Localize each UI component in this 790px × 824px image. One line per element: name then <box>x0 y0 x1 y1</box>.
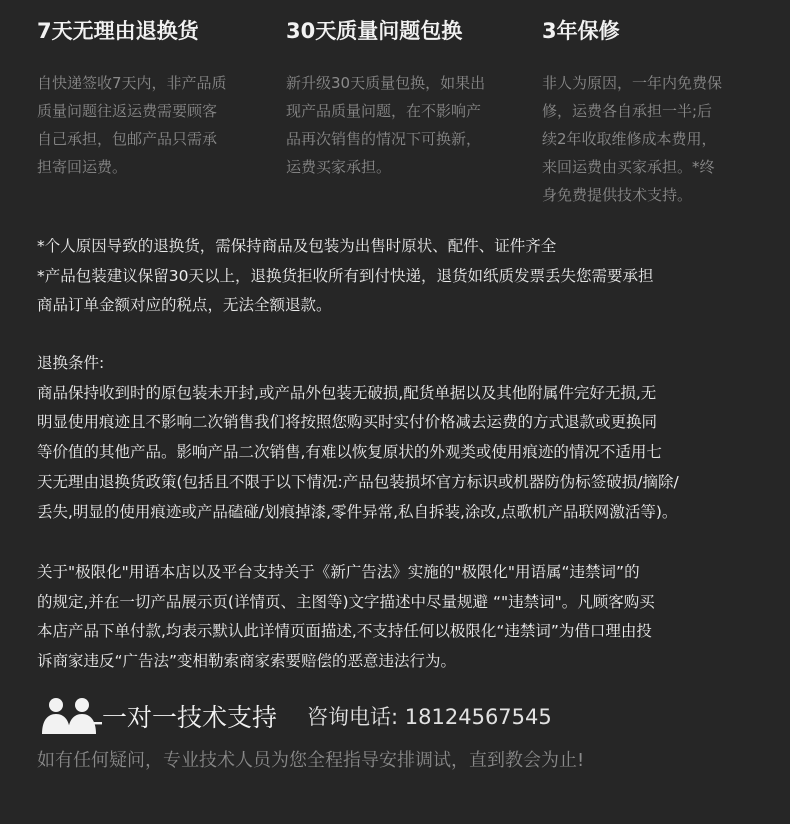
ad-law-line: 诉商家违反“广告法”变相勒索商家索要赔偿的恶意违法行为。 <box>37 652 457 671</box>
policy-column-3year-warranty <box>542 14 722 209</box>
policy-line: 自快递签收7天内，非产品质 <box>37 74 227 92</box>
policy-line: 修，运费各自承担一半;后 <box>542 102 713 120</box>
note-line: *个人原因导致的退换货，需保持商品及包装为出售时原状、配件、证件齐全 <box>37 237 557 255</box>
users-icon <box>40 696 102 736</box>
ad-law-line: 本店产品下单付款,均表示默认此详情页面描述,不支持任何以极限化“违禁词”为借口理由投 <box>37 622 652 641</box>
conditions-line: 等价值的其他产品。影响产品二次销售,有难以恢复原状的外观类或使用痕迹的情况不适用七 <box>37 443 662 462</box>
policy-description <box>542 69 722 209</box>
ad-law-line: 的规定,并在一切产品展示页(详情页、主图等)文字描述中尽量规避 “"违禁词"。凡顾客购买 <box>37 592 655 611</box>
policy-line: 身免费提供技术支持。 <box>542 186 693 204</box>
conditions-line: 明显使用痕迹且不影响二次销售我们将按照您购买时实付价格减去运费的方式退款或更换同 <box>37 413 658 432</box>
ad-law-line: 关于"极限化"用语本店以及平台支持关于《新广告法》实施的"极限化"用语属“违禁词”的 <box>37 563 640 581</box>
tech-support-row <box>40 692 552 740</box>
conditions-line: 丢失,明显的使用痕迹或产品磕碰/划痕掉漆,零件异常,私自拆装,涂改,点歌机产品联网激活等)。 <box>37 502 678 521</box>
policy-title: 3年保修 <box>542 19 620 43</box>
policy-line: 品再次销售的情况下可换新， <box>286 130 482 148</box>
footer-note: 如有任何疑问，专业技术人员为您全程指导安排调试，直到教会为止! <box>37 750 585 771</box>
note-line: *产品包装建议保留30天以上，退换货拒收所有到付快递，退货如纸质发票丢失您需要承担 <box>37 266 654 285</box>
return-conditions <box>37 349 679 527</box>
policy-line: 续2年收取维修成本费用， <box>542 130 717 148</box>
conditions-line: 商品保持收到时的原包装未开封,或产品外包装无破损,配货单据以及其他附属件完好无损,无 <box>37 383 657 402</box>
note-line: 商品订单金额对应的税点，无法全额退款。 <box>37 296 332 315</box>
ad-law-statement <box>37 558 655 677</box>
policy-description <box>37 69 227 181</box>
policy-line: 非人为原因，一年内免费保 <box>542 74 723 92</box>
policy-column-7day-return <box>37 14 227 181</box>
policy-line: 担寄回运费。 <box>37 158 128 176</box>
conditions-heading: 退换条件: <box>37 354 105 372</box>
policy-line: 运费买家承担。 <box>286 158 392 176</box>
policy-line: 新升级30天质量包换，如果出 <box>286 74 486 92</box>
policy-line: 自己承担，包邮产品只需承 <box>37 130 218 148</box>
policy-column-30day-quality <box>286 14 485 181</box>
policy-title: 7天无理由退换货 <box>37 19 199 43</box>
support-title: 一对一技术支持 <box>102 703 278 732</box>
policy-description <box>286 69 485 181</box>
policy-line: 质量问题往返运费需要顾客 <box>37 102 218 120</box>
return-notes <box>37 232 653 321</box>
support-phone <box>307 701 552 731</box>
phone-label: 咨询电话: <box>307 705 399 729</box>
policy-line: 现产品质量问题，在不影响产 <box>286 102 482 120</box>
conditions-line: 天无理由退换货政策(包括且不限于以下情况:产品包装损坏官方标识或机器防伪标签破损/摘除/ <box>37 472 679 491</box>
policy-line: 来回运费由买家承担。*终 <box>542 158 715 176</box>
phone-number: 18124567545 <box>404 705 552 729</box>
policy-title: 30天质量问题包换 <box>286 19 463 43</box>
